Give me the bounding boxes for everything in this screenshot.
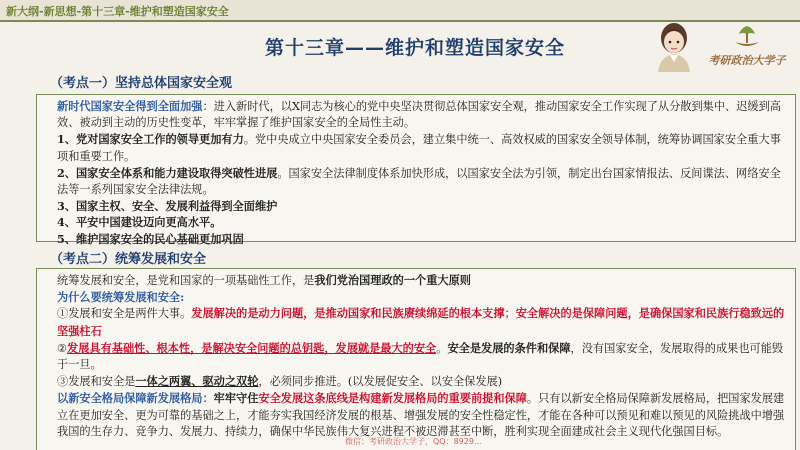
section1-heading: （考点一）坚持总体国家安全观 <box>50 76 233 91</box>
point-3: ③发展和安全是一体之两翼、驱动之双轮，必须同步推进。(以发展促安全、以安全保发展) <box>57 374 503 389</box>
point-2: ②发展具有基础性、根本性，是解决安全问题的总钥匙，发展就是最大的安全。安全是发展的条件和保障，没有国家安全，发展取得的成果也可能毁于一旦。 <box>57 340 784 372</box>
section1-box <box>36 94 796 246</box>
section2-intro: 统筹发展和安全，是党和国家的一项基础性工作，是我们党治国理政的一个重大原则 <box>57 273 471 287</box>
section1-intro <box>45 98 787 131</box>
section1-item-1: 1、党对国家安全工作的领导更加有力。党中央成立中央国家安全委员会，建立集中统一、高效权威的国家安全领导体制，统筹协调国家安全重大事项和重要工作。 <box>57 132 781 163</box>
point-1: ①发展和安全是两件大事。发展解决的是动力问题，是推动国家和民族赓续绵延的根本支撑；安全解决的是保障问题，是确保国家和民族行稳致远的坚强柱石 <box>57 306 785 338</box>
brand-logo <box>702 22 792 72</box>
section2-heading: （考点二）统筹发展和安全 <box>50 252 207 267</box>
why-heading: 为什么要统筹发展和安全: <box>57 290 185 305</box>
section1-item-3: 3、国家主权、安全、发展利益得到全面维护 <box>57 199 278 214</box>
watermark: 微信：考研政治大学子，QQ：8929... <box>345 437 482 446</box>
intro-text: ：进入新时代，以X同志为核心的党中央坚决贯彻总体国家安全观，推动国家安全工作实现了从分散到集中、迟缓到高效、被动到主动的历史性变革，牢牢掌握了维护国家安全的全局性主动。 <box>57 100 781 130</box>
chapter-title: 第十三章——维护和塑造国家安全 <box>265 37 566 59</box>
section1-item-5: 5、维护国家安全的民心基础更加巩固 <box>57 231 244 246</box>
new-security-pattern: 以新安全格局保障新发展格局：牢牢守住安全发展这条底线是构建新发展格局的重要前提和保障。只有以新安全格局保障新发展格局，把国家发展建立在更加安全、更为可靠的基础之上，才能夯实我国经济发展的根基、增强发展的安全性稳定性，才能在各种可以预见和难以预见的风险挑战中增强我国的生存力、竞争力、发展力、持续力，确保中华民族伟大复兴进程不被迟滞甚至中断，胜利实现全面建成社会主义现代化强国目标。 <box>57 391 785 438</box>
hand-tree-icon <box>727 22 767 50</box>
section1-item-2: 2、国家安全体系和能力建设取得突破性进展。国家安全法律制度体系加快形成，以国家安全法为引领，制定出台国家情报法、反间谍法、网络安全法等一系列国家安全法律法规。 <box>57 165 781 197</box>
intro-bold: 新时代国家安全得到全面加强 <box>57 99 203 113</box>
teacher-avatar <box>650 18 698 72</box>
logo-text: 考研政治大学子 <box>708 54 786 67</box>
section1-item-4: 4、平安中国建设迈向更高水平。 <box>57 215 222 230</box>
section2-box <box>36 268 796 450</box>
breadcrumb: 新大纲-新思想-第十三章-维护和塑造国家安全 <box>6 5 229 18</box>
